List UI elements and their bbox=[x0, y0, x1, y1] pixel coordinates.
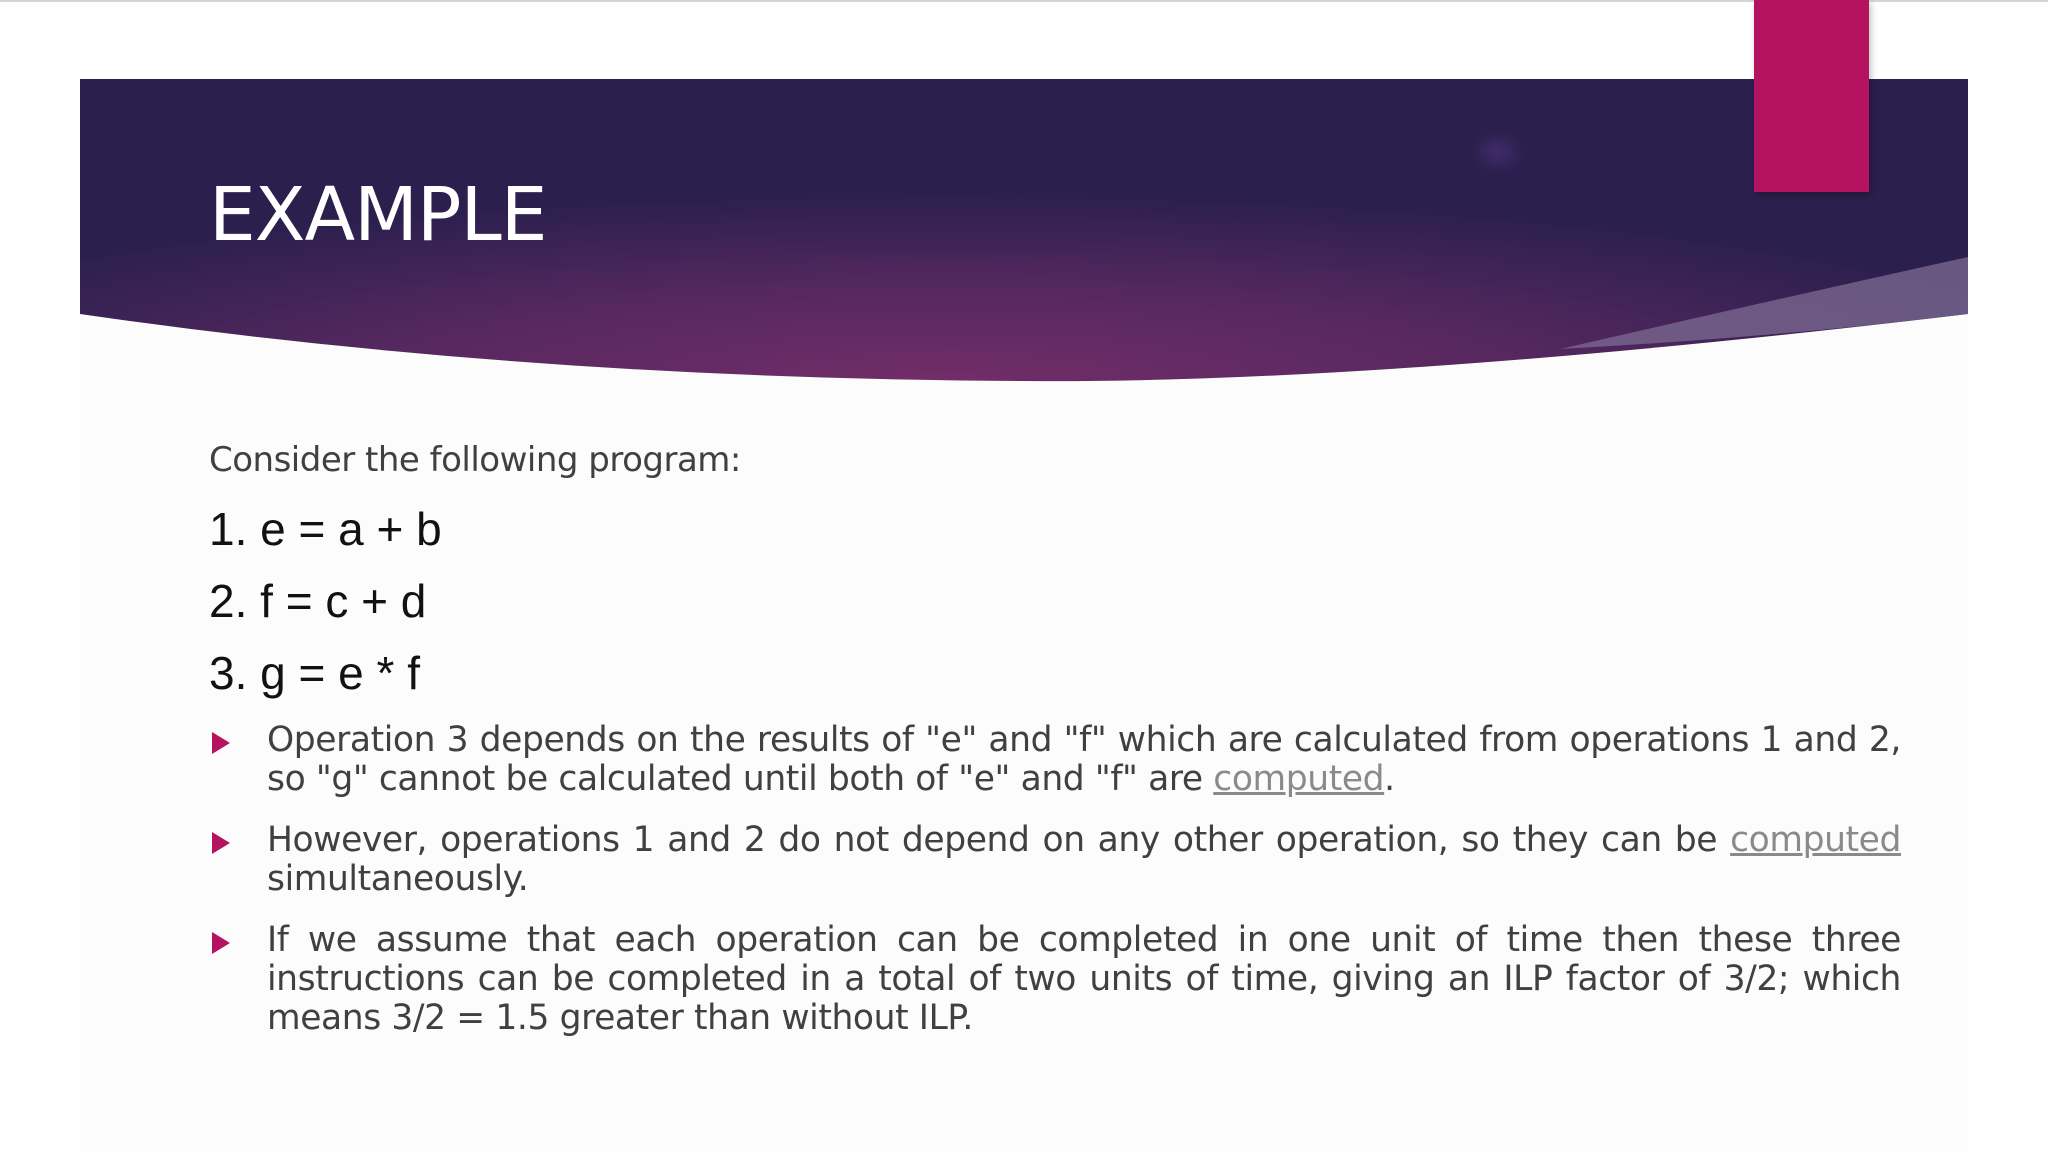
top-border bbox=[0, 0, 2048, 2]
computed-link[interactable]: computed bbox=[1730, 819, 1901, 860]
bullet-text: However, operations 1 and 2 do not depend on any other operation, so they can be bbox=[267, 819, 1731, 860]
bullet-text: If we assume that each operation can be completed in one unit of time then these three instructions can be completed in a total of two units of time, giving an ILP factor of 3/2; which means 3/2 = 1.5 greater than without ILP. bbox=[267, 919, 1901, 1038]
slide-title: EXAMPLE bbox=[209, 172, 547, 258]
intro-text: Consider the following program: bbox=[209, 440, 741, 480]
program-line: 1. e = a + b bbox=[209, 502, 442, 555]
slide-content bbox=[209, 440, 1901, 1060]
bullet-text-end: simultaneously. bbox=[267, 858, 529, 899]
bullet-item bbox=[209, 721, 1901, 799]
bullet-text-end: . bbox=[1384, 758, 1395, 799]
bullet-list bbox=[209, 721, 1901, 1038]
program-line: 2. f = c + d bbox=[209, 574, 427, 627]
accent-tab bbox=[1754, 0, 1869, 192]
program-line: 3. g = e * f bbox=[209, 646, 420, 699]
triangle-right-icon bbox=[212, 732, 230, 754]
bullet-item bbox=[209, 821, 1901, 899]
program-list bbox=[209, 503, 1901, 699]
bullet-item bbox=[209, 921, 1901, 1038]
bullet-text: Operation 3 depends on the results of "e" and "f" which are calculated from operations 1 and 2, so "g" cannot be calculated until both of "e" and "f" are bbox=[267, 719, 1901, 799]
computed-link[interactable]: computed bbox=[1213, 758, 1385, 799]
triangle-right-icon bbox=[212, 932, 230, 954]
triangle-right-icon bbox=[212, 832, 230, 854]
